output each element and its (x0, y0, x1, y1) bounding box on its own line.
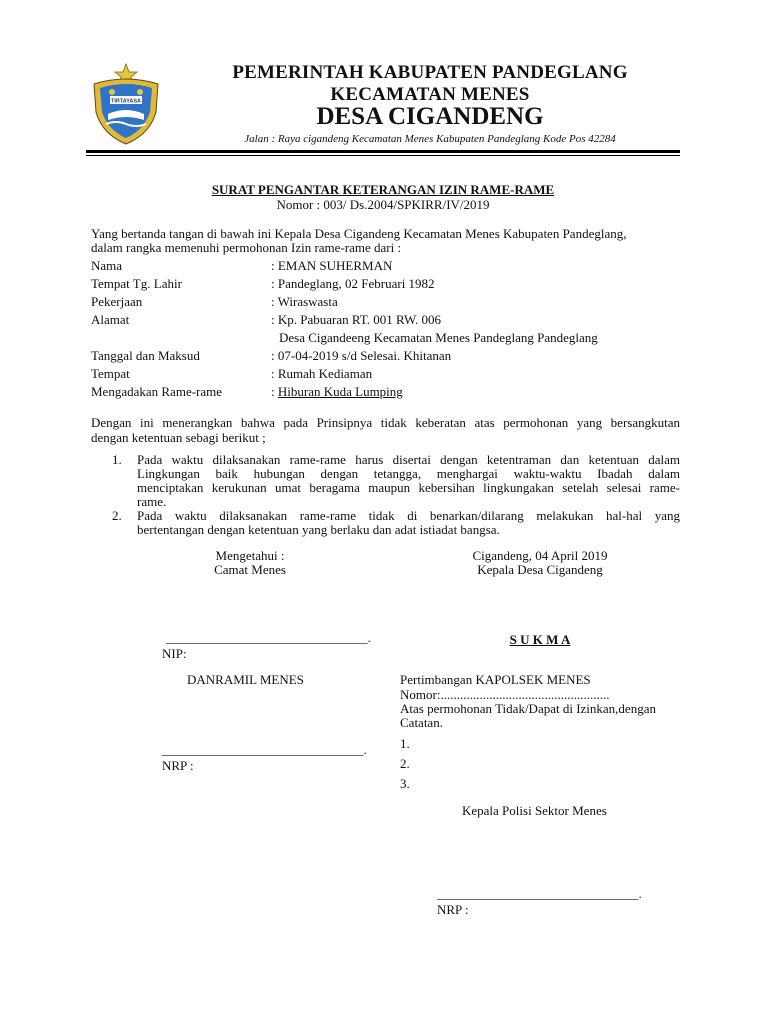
field-value-alamat-2: Desa Cigandeeng Kecamatan Menes Pandeglang Pandeglang (279, 330, 598, 345)
header-district: KECAMATAN MENES (330, 84, 530, 105)
field-label-nama: Nama (91, 258, 123, 273)
field-value-tempat: : Rumah Kediaman (271, 366, 373, 381)
header-divider-thick (86, 150, 680, 153)
header-divider-thin (86, 155, 680, 156)
camat-signature-line: _______________________________. (166, 630, 371, 645)
intro-line-1: Yang bertanda tangan di bawah ini Kepala Desa Cigandeng Kecamatan Menes Kabupaten Pandeglang, (91, 226, 627, 241)
sign-left-title-2: Camat Menes (214, 562, 286, 577)
logo-lettering: TIRTAYASA (110, 98, 142, 105)
kapolsek-note-1: Atas permohonan Tidak/Dapat di Izinkan,dengan (400, 701, 656, 716)
field-label-tanggal: Tanggal dan Maksud (91, 348, 200, 363)
field-label-tempat: Tempat (91, 366, 130, 381)
kapolsek-nrp: NRP : (437, 902, 469, 917)
header-address: Jalan : Raya cigandeng Kecamatan Menes Kabupaten Pandeglang Kode Pos 42284 (244, 133, 616, 145)
field-value-nama: : EMAN SUHERMAN (271, 258, 393, 273)
condition-2-line-1: Pada waktu dilaksanakan rame-rame tidak di benarkan/dilarang melakukan hal-hal yang (137, 508, 680, 523)
intro-line-2: dalam rangka memenuhi permohonan Izin rame-rame dari : (91, 240, 402, 255)
sign-left-title-1: Mengetahui : (215, 548, 285, 563)
kapolsek-note-2: Catatan. (400, 715, 443, 730)
condition-2-number: 2. (112, 508, 122, 523)
kapolsek-nomor: Nomor:.................................................... (400, 687, 610, 702)
catatan-item-1: 1. (400, 736, 410, 751)
condition-1-line-3: menciptakan kerukunan umat beragama maupun kebersihan lingkungakan setelah selesai rame- (137, 480, 680, 495)
header-government: PEMERINTAH KABUPATEN PANDEGLANG (232, 62, 628, 83)
field-value-rame-text: Hiburan Kuda Lumping (277, 384, 403, 399)
condition-1-line-1: Pada waktu dilaksanakan rame-rame harus disertai dengan ketentraman dan ketentuan dalam (137, 452, 680, 467)
field-value-pekerjaan: : Wiraswasta (271, 294, 338, 309)
statement-line-1: Dengan ini menerangkan bahwa pada Prinsipnya tidak keberatan atas permohonan yang bersangkutan (91, 415, 680, 430)
camat-nip: NIP: (162, 646, 187, 661)
field-label-pekerjaan: Pekerjaan (91, 294, 143, 309)
condition-1-line-4: rame. (137, 494, 167, 509)
kapolsek-sign-title: Kepala Polisi Sektor Menes (462, 803, 607, 818)
letter-title: SURAT PENGANTAR KETERANGAN IZIN RAME-RAME (211, 182, 555, 197)
field-value-tanggal: : 07-04-2019 s/d Selesai. Khitanan (271, 348, 452, 363)
field-label-alamat: Alamat (91, 312, 130, 327)
field-value-alamat: : Kp. Pabuaran RT. 001 RW. 006 (271, 312, 442, 327)
field-value-rame (271, 384, 403, 400)
field-label-rame: Mengadakan Rame-rame (91, 384, 223, 399)
danramil-signature-line: _______________________________. (162, 742, 367, 757)
field-value-ttl: : Pandeglang, 02 Februari 1982 (271, 276, 435, 291)
sign-right-title: Kepala Desa Cigandeng (477, 562, 603, 577)
sign-right-place-date: Cigandeng, 04 April 2019 (472, 548, 608, 563)
kades-name: S U K M A (509, 632, 571, 647)
kapolsek-title: Pertimbangan KAPOLSEK MENES (400, 672, 591, 687)
letter-number: Nomor : 003/ Ds.2004/SPKIRR/IV/2019 (276, 197, 490, 212)
danramil-nrp: NRP : (162, 758, 194, 773)
field-value-rame-prefix: : (271, 384, 278, 399)
statement-line-2: dengan ketentuan sebagi berikut ; (91, 430, 266, 445)
catatan-item-3: 3. (400, 776, 410, 791)
condition-2-line-2: bertentangan dengan ketentuan yang berlaku dan adat istiadat bangsa. (137, 522, 500, 537)
header-village: DESA CIGANDENG (316, 103, 544, 130)
condition-1-number: 1. (112, 452, 122, 467)
catatan-item-2: 2. (400, 756, 410, 771)
condition-1-line-2: Lingkungan baik hubungan dengan tetangga, menghargai waktu-waktu Ibadah dalam (137, 466, 680, 481)
field-label-ttl: Tempat Tg. Lahir (91, 276, 182, 291)
danramil-title: DANRAMIL MENES (187, 672, 304, 687)
kapolsek-signature-line: _______________________________. (437, 886, 642, 901)
